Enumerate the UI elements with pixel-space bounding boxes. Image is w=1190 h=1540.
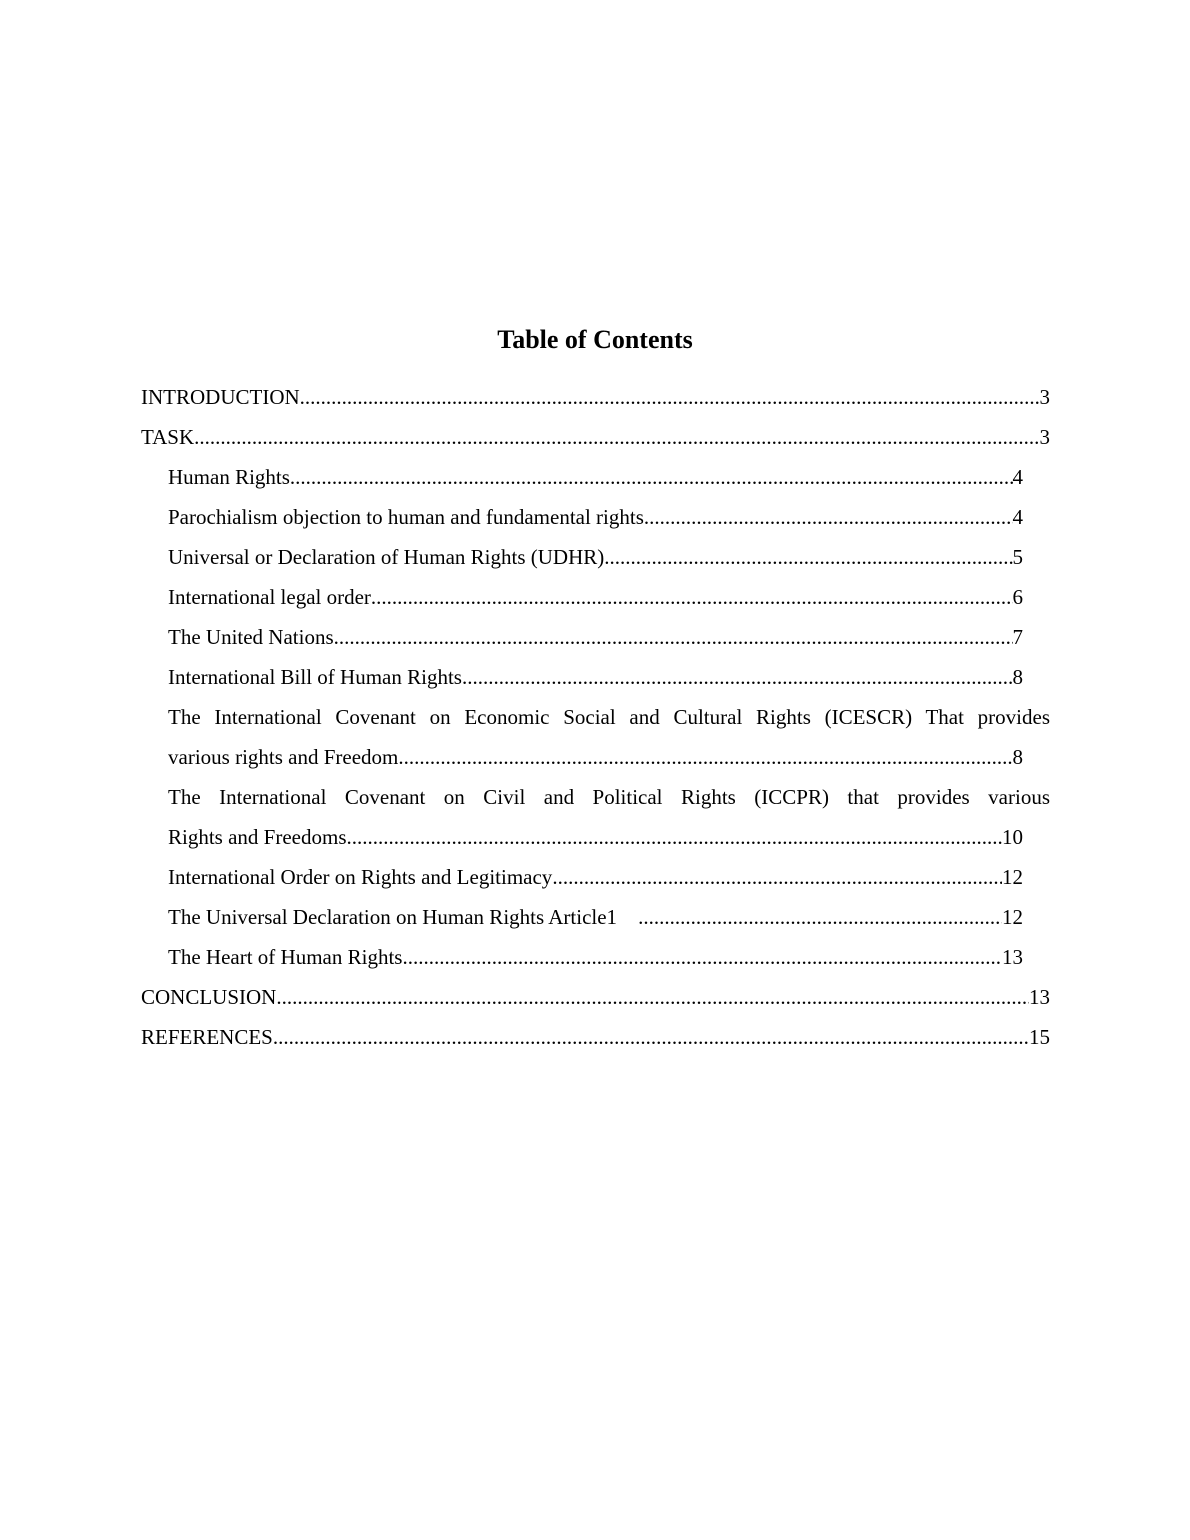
toc-entry-text: INTRODUCTION (141, 385, 300, 409)
dot-leader (334, 617, 1013, 657)
dot-leader (402, 937, 1002, 977)
toc-entry-references[interactable] (141, 1017, 1050, 1057)
toc-entry-text: The Universal Declaration on Human Rights Article1 (168, 905, 639, 929)
toc-entry-page: 4 (1012, 505, 1023, 529)
dot-leader (273, 1017, 1029, 1057)
dot-leader (462, 657, 1013, 697)
toc-entry-page: 13 (1002, 945, 1023, 969)
toc-entry-text: CONCLUSION (141, 985, 277, 1009)
toc-entry-page: 8 (1012, 745, 1023, 769)
toc-entry-udhr[interactable] (168, 537, 1023, 577)
toc-entry-text: REFERENCES (141, 1025, 273, 1049)
toc-entry-parochialism[interactable] (168, 497, 1023, 537)
toc-entry-page: 6 (1012, 585, 1023, 609)
toc-entry-introduction[interactable] (141, 377, 1050, 417)
dot-leader (347, 817, 1003, 857)
toc-entry-page: 7 (1012, 625, 1023, 649)
dot-leader (276, 977, 1029, 1017)
toc-entry-icescr-line1[interactable]: The International Covenant on Economic Social and Cultural Rights (ICESCR) That provides (168, 705, 1050, 729)
toc-entry-text: International Bill of Human Rights (168, 665, 462, 689)
toc-entry-page: 3 (1039, 385, 1050, 409)
toc-entry-text: Parochialism objection to human and fundamental rights (168, 505, 644, 529)
toc-entry-iccpr-line1[interactable]: The International Covenant on Civil and Political Rights (ICCPR) that provides various (168, 785, 1050, 809)
toc-entry-text: International legal order (168, 585, 371, 609)
toc-entry-page: 12 (1002, 865, 1023, 889)
toc-entry-page: 8 (1012, 665, 1023, 689)
toc-entry-international-order[interactable] (168, 857, 1023, 897)
toc-entry-text: The United Nations (168, 625, 334, 649)
toc-entry-text: The Heart of Human Rights (168, 945, 403, 969)
toc-entry-text: various rights and Freedom (168, 745, 399, 769)
toc-entry-text: International Order on Rights and Legitimacy (168, 865, 553, 889)
dot-leader (638, 897, 1002, 937)
dot-leader (371, 577, 1013, 617)
toc-entry-page: 10 (1002, 825, 1023, 849)
toc-entry-text: Universal or Declaration of Human Rights (UDHR) (168, 545, 605, 569)
toc-title: Table of Contents (497, 325, 693, 354)
toc-entry-human-rights[interactable] (168, 457, 1023, 497)
toc-entry-page: 15 (1029, 1025, 1050, 1049)
toc-entry-united-nations[interactable] (168, 617, 1023, 657)
toc-entry-page: 4 (1012, 465, 1023, 489)
toc-entry-icescr[interactable] (168, 737, 1023, 777)
toc-entry-page: 12 (1002, 905, 1023, 929)
toc-entry-page: 5 (1012, 545, 1023, 569)
toc-entry-task[interactable] (141, 417, 1050, 457)
dot-leader (604, 537, 1012, 577)
dot-leader (552, 857, 1002, 897)
toc-entry-international-legal-order[interactable] (168, 577, 1023, 617)
toc-entry-page: 3 (1039, 425, 1050, 449)
toc-entry-text: Rights and Freedoms (168, 825, 347, 849)
toc-entry-udhr-article1[interactable] (168, 897, 1023, 937)
dot-leader (300, 377, 1040, 417)
dot-leader (644, 497, 1013, 537)
toc-entry-text: Human Rights (168, 465, 290, 489)
toc-entry-page: 13 (1029, 985, 1050, 1009)
toc-entry-iccpr[interactable] (168, 817, 1023, 857)
toc-entry-international-bill[interactable] (168, 657, 1023, 697)
dot-leader (398, 737, 1012, 777)
toc-entry-conclusion[interactable] (141, 977, 1050, 1017)
dot-leader (194, 417, 1039, 457)
dot-leader (290, 457, 1013, 497)
toc-entry-text: TASK (141, 425, 195, 449)
toc-entry-heart-of-human-rights[interactable] (168, 937, 1023, 977)
